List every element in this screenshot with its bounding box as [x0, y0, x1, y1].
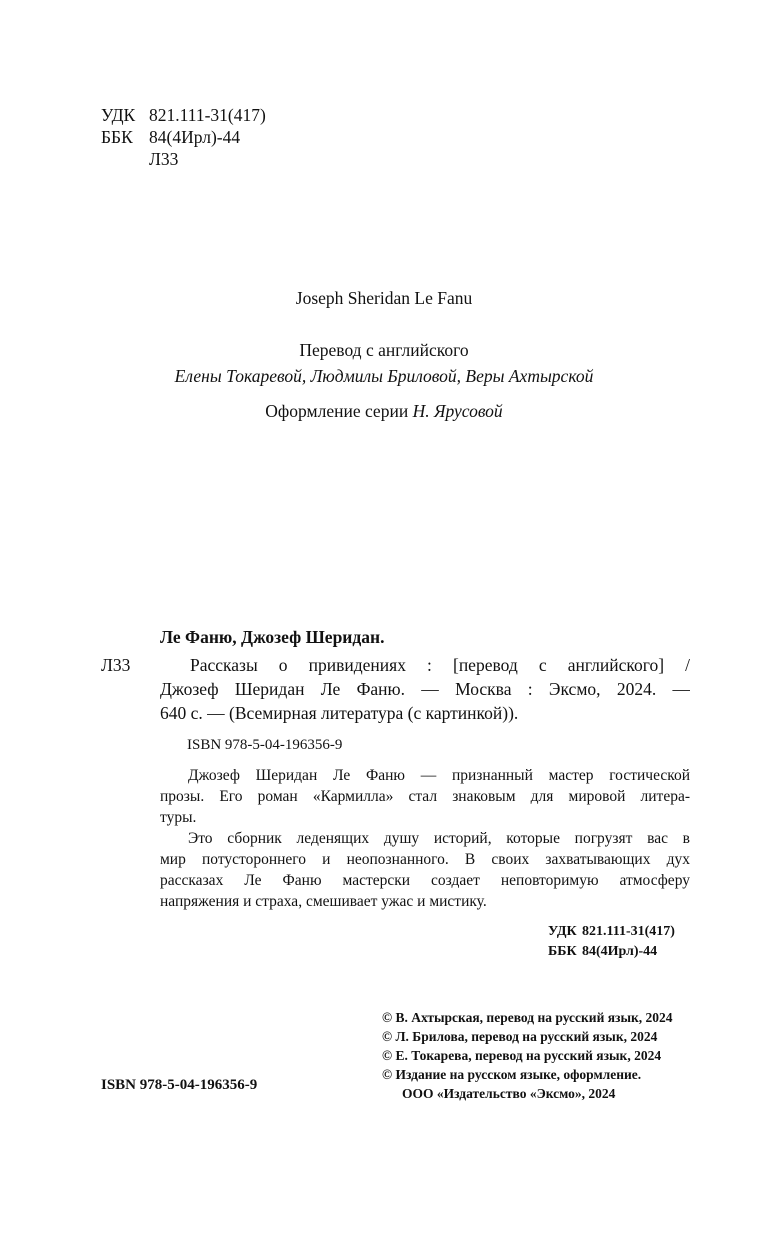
annotation-line: мир потустороннего и неопознанного. В своих захватывающих дух [160, 851, 690, 868]
copyright-line: © Е. Токарева, перевод на русский язык, 2024 [382, 1048, 662, 1063]
udk-label: УДК [101, 105, 136, 125]
translation-label: Перевод с английского [299, 340, 469, 360]
author-mark: Л33 [149, 149, 179, 169]
bibliography-line: Рассказы о привидениях : [перевод с английского] / [190, 655, 690, 675]
translators-names: Елены Токаревой, Людмилы Бриловой, Веры Ахтырской [174, 366, 594, 386]
bbk-row [101, 126, 266, 148]
bbk-value: 84(4Ирл)-44 [149, 127, 241, 147]
annotation-line: туры. [160, 809, 197, 826]
annotation-line: рассказах Ле Фаню мастерски создает неповторимую атмосферу [160, 872, 690, 889]
udk-value: 821.111-31(417) [149, 105, 266, 125]
annotation-line: прозы. Его роман «Кармилла» стал знаковым для мировой литера- [160, 788, 690, 805]
bibliography-record [160, 653, 690, 725]
copyright-line: © Издание на русском языке, оформление. [382, 1067, 642, 1082]
series-design-label: Оформление серии [265, 401, 409, 421]
udk-label: УДК [548, 924, 577, 939]
annotation-line: Это сборник леденящих душу историй, которые погрузят вас в [188, 830, 690, 847]
classification-block-bottom [548, 922, 675, 962]
copyright-line: © В. Ахтырская, перевод на русский язык, 2024 [382, 1010, 673, 1025]
bbk-label: ББК [101, 127, 133, 147]
annotation-line: напряжения и страха, смешивает ужас и мистику. [160, 893, 487, 910]
bibliography-isbn: ISBN 978-5-04-196356-9 [187, 737, 343, 753]
isbn-bottom: ISBN 978-5-04-196356-9 [101, 1077, 258, 1093]
bibliography-author-mark: Л33 [101, 655, 131, 675]
original-author-name: Joseph Sheridan Le Fanu [295, 288, 473, 308]
udk-row [548, 922, 675, 942]
annotation-line: Джозеф Шеридан Ле Фаню — признанный мастер гостической [188, 767, 690, 784]
bibliography-line: 640 с. — (Всемирная литература (с картинкой)). [160, 703, 519, 723]
bbk-row [548, 942, 675, 962]
bibliography-heading: Ле Фаню, Джозеф Шеридан. [160, 627, 385, 647]
classification-block-top [101, 104, 266, 170]
series-design-line [0, 398, 768, 424]
bbk-value: 84(4Ирл)-44 [582, 944, 658, 959]
udk-row [101, 104, 266, 126]
annotation [160, 765, 690, 912]
series-designer-name: Н. Ярусовой [412, 401, 503, 421]
copyright-line: © Л. Брилова, перевод на русский язык, 2024 [382, 1029, 658, 1044]
copyright-block [382, 1008, 673, 1103]
bbk-label: ББК [548, 944, 577, 959]
copyright-line: ООО «Издательство «Эксмо», 2024 [402, 1086, 616, 1101]
bibliography-line: Джозеф Шеридан Ле Фаню. — Москва : Эксмо, 2024. — [160, 679, 690, 699]
udk-value: 821.111-31(417) [582, 924, 675, 939]
